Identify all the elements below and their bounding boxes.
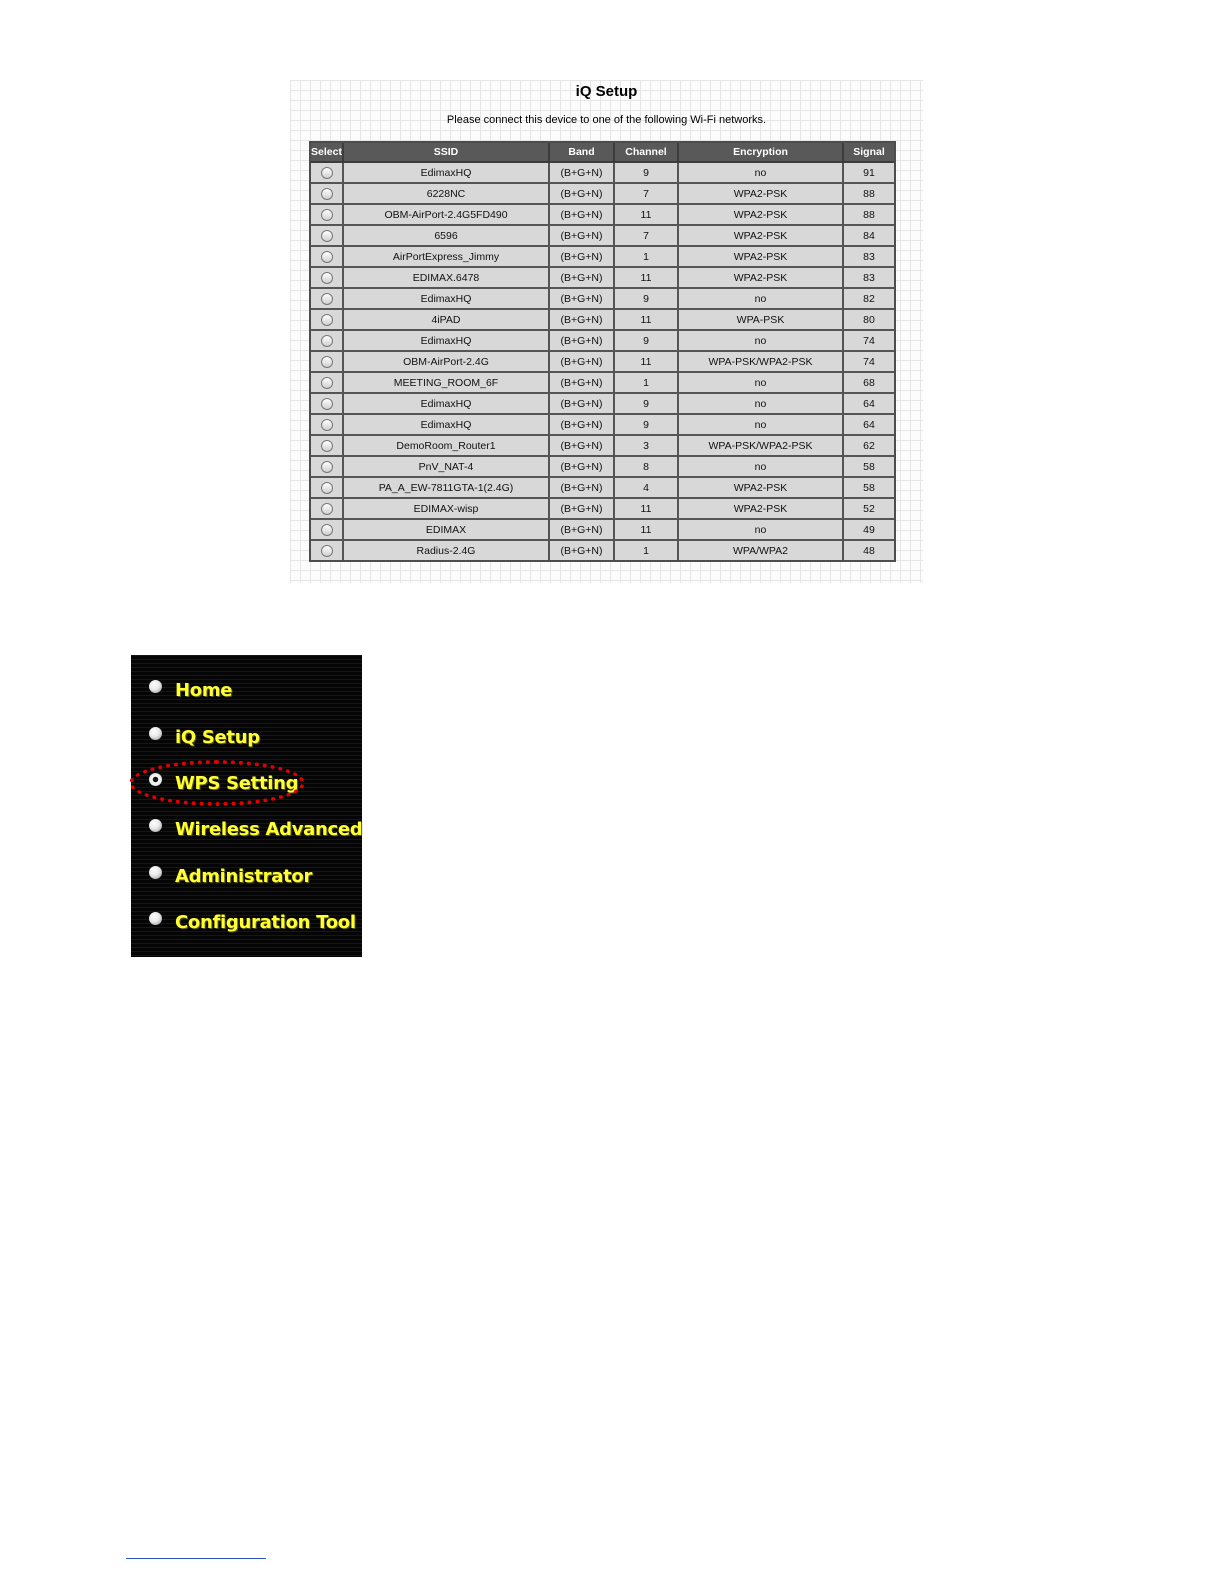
band-cell: (B+G+N)	[550, 478, 615, 499]
signal-cell: 52	[844, 499, 894, 520]
channel-cell: 4	[615, 478, 679, 499]
network-radio-button[interactable]	[321, 293, 333, 305]
ssid-cell: EDIMAX.6478	[344, 268, 550, 289]
table-row[interactable]	[311, 226, 894, 247]
page-subtitle: Please connect this device to one of the following Wi-Fi networks.	[446, 114, 767, 126]
select-cell	[311, 247, 344, 268]
select-cell	[311, 436, 344, 457]
select-cell	[311, 226, 344, 247]
signal-cell: 83	[844, 268, 894, 289]
encryption-cell: no	[679, 331, 844, 352]
encryption-cell: no	[679, 520, 844, 541]
column-header-band: Band	[550, 143, 615, 163]
table-row[interactable]	[311, 163, 894, 184]
ssid-cell: MEETING_ROOM_6F	[344, 373, 550, 394]
select-cell	[311, 184, 344, 205]
table-row[interactable]	[311, 499, 894, 520]
column-header-channel: Channel	[615, 143, 679, 163]
band-cell: (B+G+N)	[550, 331, 615, 352]
select-cell	[311, 331, 344, 352]
signal-cell: 74	[844, 352, 894, 373]
network-radio-button[interactable]	[321, 419, 333, 431]
table-row[interactable]	[311, 289, 894, 310]
signal-cell: 83	[844, 247, 894, 268]
signal-cell: 88	[844, 205, 894, 226]
ssid-cell: OBM-AirPort-2.4G	[344, 352, 550, 373]
signal-cell: 74	[844, 331, 894, 352]
menu-item-wps-setting[interactable]	[149, 770, 298, 796]
menu-item-administrator[interactable]	[149, 863, 312, 889]
channel-cell: 9	[615, 163, 679, 184]
table-row[interactable]	[311, 478, 894, 499]
band-cell: (B+G+N)	[550, 457, 615, 478]
ssid-cell: EDIMAX	[344, 520, 550, 541]
channel-cell: 11	[615, 352, 679, 373]
channel-cell: 9	[615, 394, 679, 415]
encryption-cell: WPA/WPA2	[679, 541, 844, 560]
network-radio-button[interactable]	[321, 524, 333, 536]
radio-bullet-icon	[149, 773, 162, 786]
menu-item-label: WPS Setting	[175, 772, 299, 794]
signal-cell: 49	[844, 520, 894, 541]
encryption-cell: no	[679, 163, 844, 184]
ssid-cell: EdimaxHQ	[344, 394, 550, 415]
ssid-cell: OBM-AirPort-2.4G5FD490	[344, 205, 550, 226]
signal-cell: 88	[844, 184, 894, 205]
table-row[interactable]	[311, 352, 894, 373]
select-cell	[311, 373, 344, 394]
network-radio-button[interactable]	[321, 272, 333, 284]
band-cell: (B+G+N)	[550, 352, 615, 373]
channel-cell: 3	[615, 436, 679, 457]
table-row[interactable]	[311, 373, 894, 394]
channel-cell: 1	[615, 373, 679, 394]
encryption-cell: WPA-PSK/WPA2-PSK	[679, 352, 844, 373]
ssid-cell: DemoRoom_Router1	[344, 436, 550, 457]
channel-cell: 11	[615, 520, 679, 541]
signal-cell: 64	[844, 415, 894, 436]
ssid-cell: PnV_NAT-4	[344, 457, 550, 478]
channel-cell: 9	[615, 331, 679, 352]
radio-bullet-icon	[149, 912, 162, 925]
band-cell: (B+G+N)	[550, 268, 615, 289]
radio-bullet-icon	[149, 727, 162, 740]
band-cell: (B+G+N)	[550, 205, 615, 226]
network-radio-button[interactable]	[321, 503, 333, 515]
select-cell	[311, 478, 344, 499]
network-radio-button[interactable]	[321, 209, 333, 221]
channel-cell: 1	[615, 247, 679, 268]
column-header-signal: Signal	[844, 143, 894, 163]
network-radio-button[interactable]	[321, 230, 333, 242]
channel-cell: 9	[615, 415, 679, 436]
channel-cell: 7	[615, 226, 679, 247]
ssid-cell: EDIMAX-wisp	[344, 499, 550, 520]
iq-setup-panel	[290, 80, 923, 583]
radio-bullet-icon	[149, 866, 162, 879]
signal-cell: 82	[844, 289, 894, 310]
channel-cell: 11	[615, 268, 679, 289]
ssid-cell: 4iPAD	[344, 310, 550, 331]
select-cell	[311, 499, 344, 520]
table-row[interactable]	[311, 520, 894, 541]
band-cell: (B+G+N)	[550, 394, 615, 415]
footnote-divider	[126, 1558, 266, 1559]
select-cell	[311, 457, 344, 478]
network-radio-button[interactable]	[321, 482, 333, 494]
table-row[interactable]	[311, 184, 894, 205]
table-row[interactable]	[311, 331, 894, 352]
encryption-cell: WPA-PSK	[679, 310, 844, 331]
encryption-cell: WPA2-PSK	[679, 478, 844, 499]
menu-item-wireless-advanced[interactable]	[149, 816, 362, 842]
select-cell	[311, 394, 344, 415]
select-cell	[311, 415, 344, 436]
select-cell	[311, 352, 344, 373]
table-row[interactable]	[311, 415, 894, 436]
encryption-cell: WPA2-PSK	[679, 205, 844, 226]
encryption-cell: WPA2-PSK	[679, 268, 844, 289]
table-row[interactable]	[311, 436, 894, 457]
band-cell: (B+G+N)	[550, 436, 615, 457]
signal-cell: 62	[844, 436, 894, 457]
network-radio-button[interactable]	[321, 398, 333, 410]
network-radio-button[interactable]	[321, 356, 333, 368]
network-radio-button[interactable]	[321, 440, 333, 452]
signal-cell: 58	[844, 457, 894, 478]
band-cell: (B+G+N)	[550, 184, 615, 205]
page-title: iQ Setup	[575, 83, 638, 100]
signal-cell: 68	[844, 373, 894, 394]
ssid-cell: 6228NC	[344, 184, 550, 205]
radio-bullet-icon	[149, 819, 162, 832]
ssid-cell: Radius-2.4G	[344, 541, 550, 560]
signal-cell: 64	[844, 394, 894, 415]
channel-cell: 7	[615, 184, 679, 205]
ssid-cell: EdimaxHQ	[344, 415, 550, 436]
encryption-cell: no	[679, 415, 844, 436]
menu-item-home[interactable]	[149, 677, 232, 703]
encryption-cell: WPA2-PSK	[679, 499, 844, 520]
radio-bullet-icon	[149, 680, 162, 693]
band-cell: (B+G+N)	[550, 247, 615, 268]
column-header-encryption: Encryption	[679, 143, 844, 163]
encryption-cell: no	[679, 457, 844, 478]
signal-cell: 58	[844, 478, 894, 499]
band-cell: (B+G+N)	[550, 373, 615, 394]
select-cell	[311, 289, 344, 310]
network-radio-button[interactable]	[321, 545, 333, 557]
encryption-cell: WPA2-PSK	[679, 247, 844, 268]
band-cell: (B+G+N)	[550, 310, 615, 331]
ssid-cell: 6596	[344, 226, 550, 247]
band-cell: (B+G+N)	[550, 520, 615, 541]
signal-cell: 91	[844, 163, 894, 184]
menu-item-label: Configuration Tool	[175, 911, 356, 933]
encryption-cell: no	[679, 373, 844, 394]
table-row[interactable]	[311, 541, 894, 560]
network-radio-button[interactable]	[321, 461, 333, 473]
signal-cell: 80	[844, 310, 894, 331]
table-row[interactable]	[311, 205, 894, 226]
channel-cell: 11	[615, 499, 679, 520]
select-cell	[311, 310, 344, 331]
ssid-cell: PA_A_EW-7811GTA-1(2.4G)	[344, 478, 550, 499]
network-radio-button[interactable]	[321, 335, 333, 347]
table-row[interactable]	[311, 310, 894, 331]
band-cell: (B+G+N)	[550, 289, 615, 310]
ssid-cell: EdimaxHQ	[344, 163, 550, 184]
menu-item-iq-setup[interactable]	[149, 724, 260, 750]
encryption-cell: WPA-PSK/WPA2-PSK	[679, 436, 844, 457]
network-radio-button[interactable]	[321, 314, 333, 326]
signal-cell: 48	[844, 541, 894, 560]
band-cell: (B+G+N)	[550, 226, 615, 247]
column-header-ssid: SSID	[344, 143, 550, 163]
ssid-cell: EdimaxHQ	[344, 289, 550, 310]
network-radio-button[interactable]	[321, 188, 333, 200]
select-cell	[311, 163, 344, 184]
signal-cell: 84	[844, 226, 894, 247]
select-cell	[311, 520, 344, 541]
column-header-select: Select	[311, 143, 344, 163]
wifi-network-table	[309, 141, 896, 562]
ssid-cell: EdimaxHQ	[344, 331, 550, 352]
table-row[interactable]	[311, 268, 894, 289]
band-cell: (B+G+N)	[550, 499, 615, 520]
menu-item-label: Administrator	[175, 865, 313, 887]
navigation-menu	[131, 655, 362, 957]
table-row[interactable]	[311, 394, 894, 415]
table-header-row	[311, 143, 894, 163]
menu-item-label: Home	[175, 679, 233, 701]
band-cell: (B+G+N)	[550, 541, 615, 560]
encryption-cell: no	[679, 394, 844, 415]
network-radio-button[interactable]	[321, 377, 333, 389]
channel-cell: 11	[615, 205, 679, 226]
network-radio-button[interactable]	[321, 251, 333, 263]
menu-item-label: Wireless Advanced	[175, 818, 363, 840]
select-cell	[311, 541, 344, 560]
table-row[interactable]	[311, 457, 894, 478]
encryption-cell: WPA2-PSK	[679, 184, 844, 205]
select-cell	[311, 268, 344, 289]
select-cell	[311, 205, 344, 226]
encryption-cell: WPA2-PSK	[679, 226, 844, 247]
band-cell: (B+G+N)	[550, 415, 615, 436]
menu-item-configuration-tool[interactable]	[149, 909, 356, 935]
channel-cell: 11	[615, 310, 679, 331]
network-radio-button[interactable]	[321, 167, 333, 179]
channel-cell: 9	[615, 289, 679, 310]
channel-cell: 8	[615, 457, 679, 478]
band-cell: (B+G+N)	[550, 163, 615, 184]
table-row[interactable]	[311, 247, 894, 268]
channel-cell: 1	[615, 541, 679, 560]
encryption-cell: no	[679, 289, 844, 310]
ssid-cell: AirPortExpress_Jimmy	[344, 247, 550, 268]
menu-item-label: iQ Setup	[175, 726, 260, 748]
